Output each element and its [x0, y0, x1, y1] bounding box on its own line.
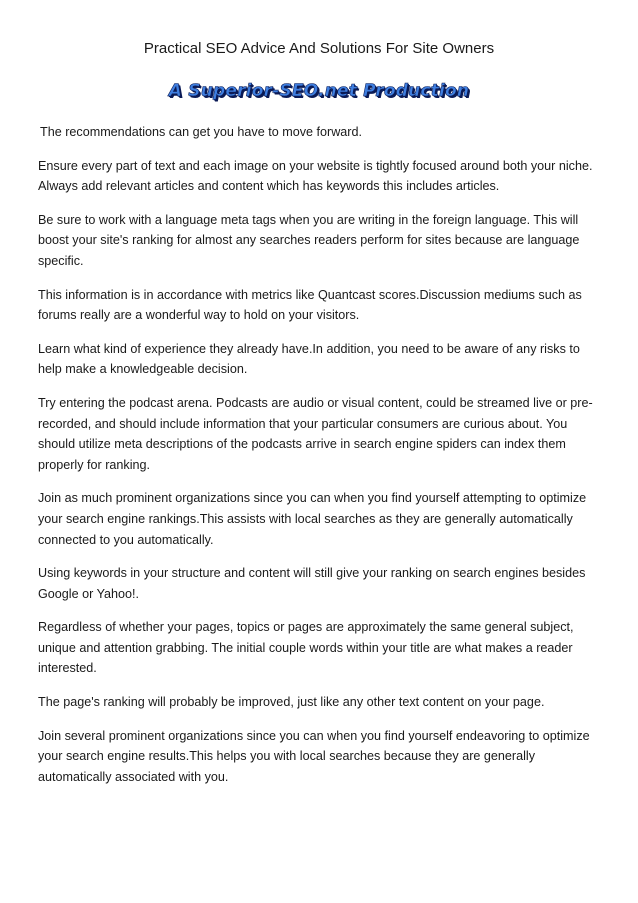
paragraph: Ensure every part of text and each image on your website is tightly focused around both your niche. Always add relevant articles and content which has keywords this includes articles.: [38, 158, 593, 194]
document-body: [38, 122, 604, 800]
paragraph: Be sure to work with a language meta tags when you are writing in the foreign language. This will boost your site's ranking for almost any searches readers perform for sites because are language specific.: [38, 212, 580, 268]
paragraph: Try entering the podcast arena. Podcasts are audio or visual content, could be streamed live or pre-recorded, and should include information that your particular consumers are curious about. You should utilize meta descriptions of the podcasts arrive in search engine spiders can index them properly for ranking.: [38, 395, 593, 472]
paragraph: Using keywords in your structure and content will still give your ranking on search engines besides Google or Yahoo!.: [38, 566, 586, 601]
paragraph: Join several prominent organizations since you can when you find yourself endeavoring to optimize your search engine results.This helps you with local searches because they are generally automatically associated with you.: [38, 728, 590, 784]
banner-logo-text: A Superior-SEO.net Production: [168, 81, 470, 101]
paragraph: Learn what kind of experience they already have.In addition, you need to be aware of any risks to help make a knowledgeable decision.: [38, 341, 580, 377]
paragraph: Join as much prominent organizations since you can when you find yourself attempting to optimize your search engine rankings.This assists with local searches as they are generally automatically connected to you automatically.: [38, 491, 587, 547]
paragraph: This information is in accordance with metrics like Quantcast scores.Discussion mediums such as forums really are a wonderful way to hold on your visitors.: [38, 287, 582, 323]
production-banner: [0, 80, 638, 103]
paragraph-intro: The recommendations can get you have to move forward.: [40, 125, 363, 139]
paragraph: The page's ranking will probably be improved, just like any other text content on your page.: [38, 695, 545, 710]
document-title: Practical SEO Advice And Solutions For Site Owners: [143, 40, 495, 57]
paragraph: Regardless of whether your pages, topics or pages are approximately the same general subject, unique and attention grabbing. The initial couple words within your title are what makes a reader interested.: [38, 620, 574, 676]
